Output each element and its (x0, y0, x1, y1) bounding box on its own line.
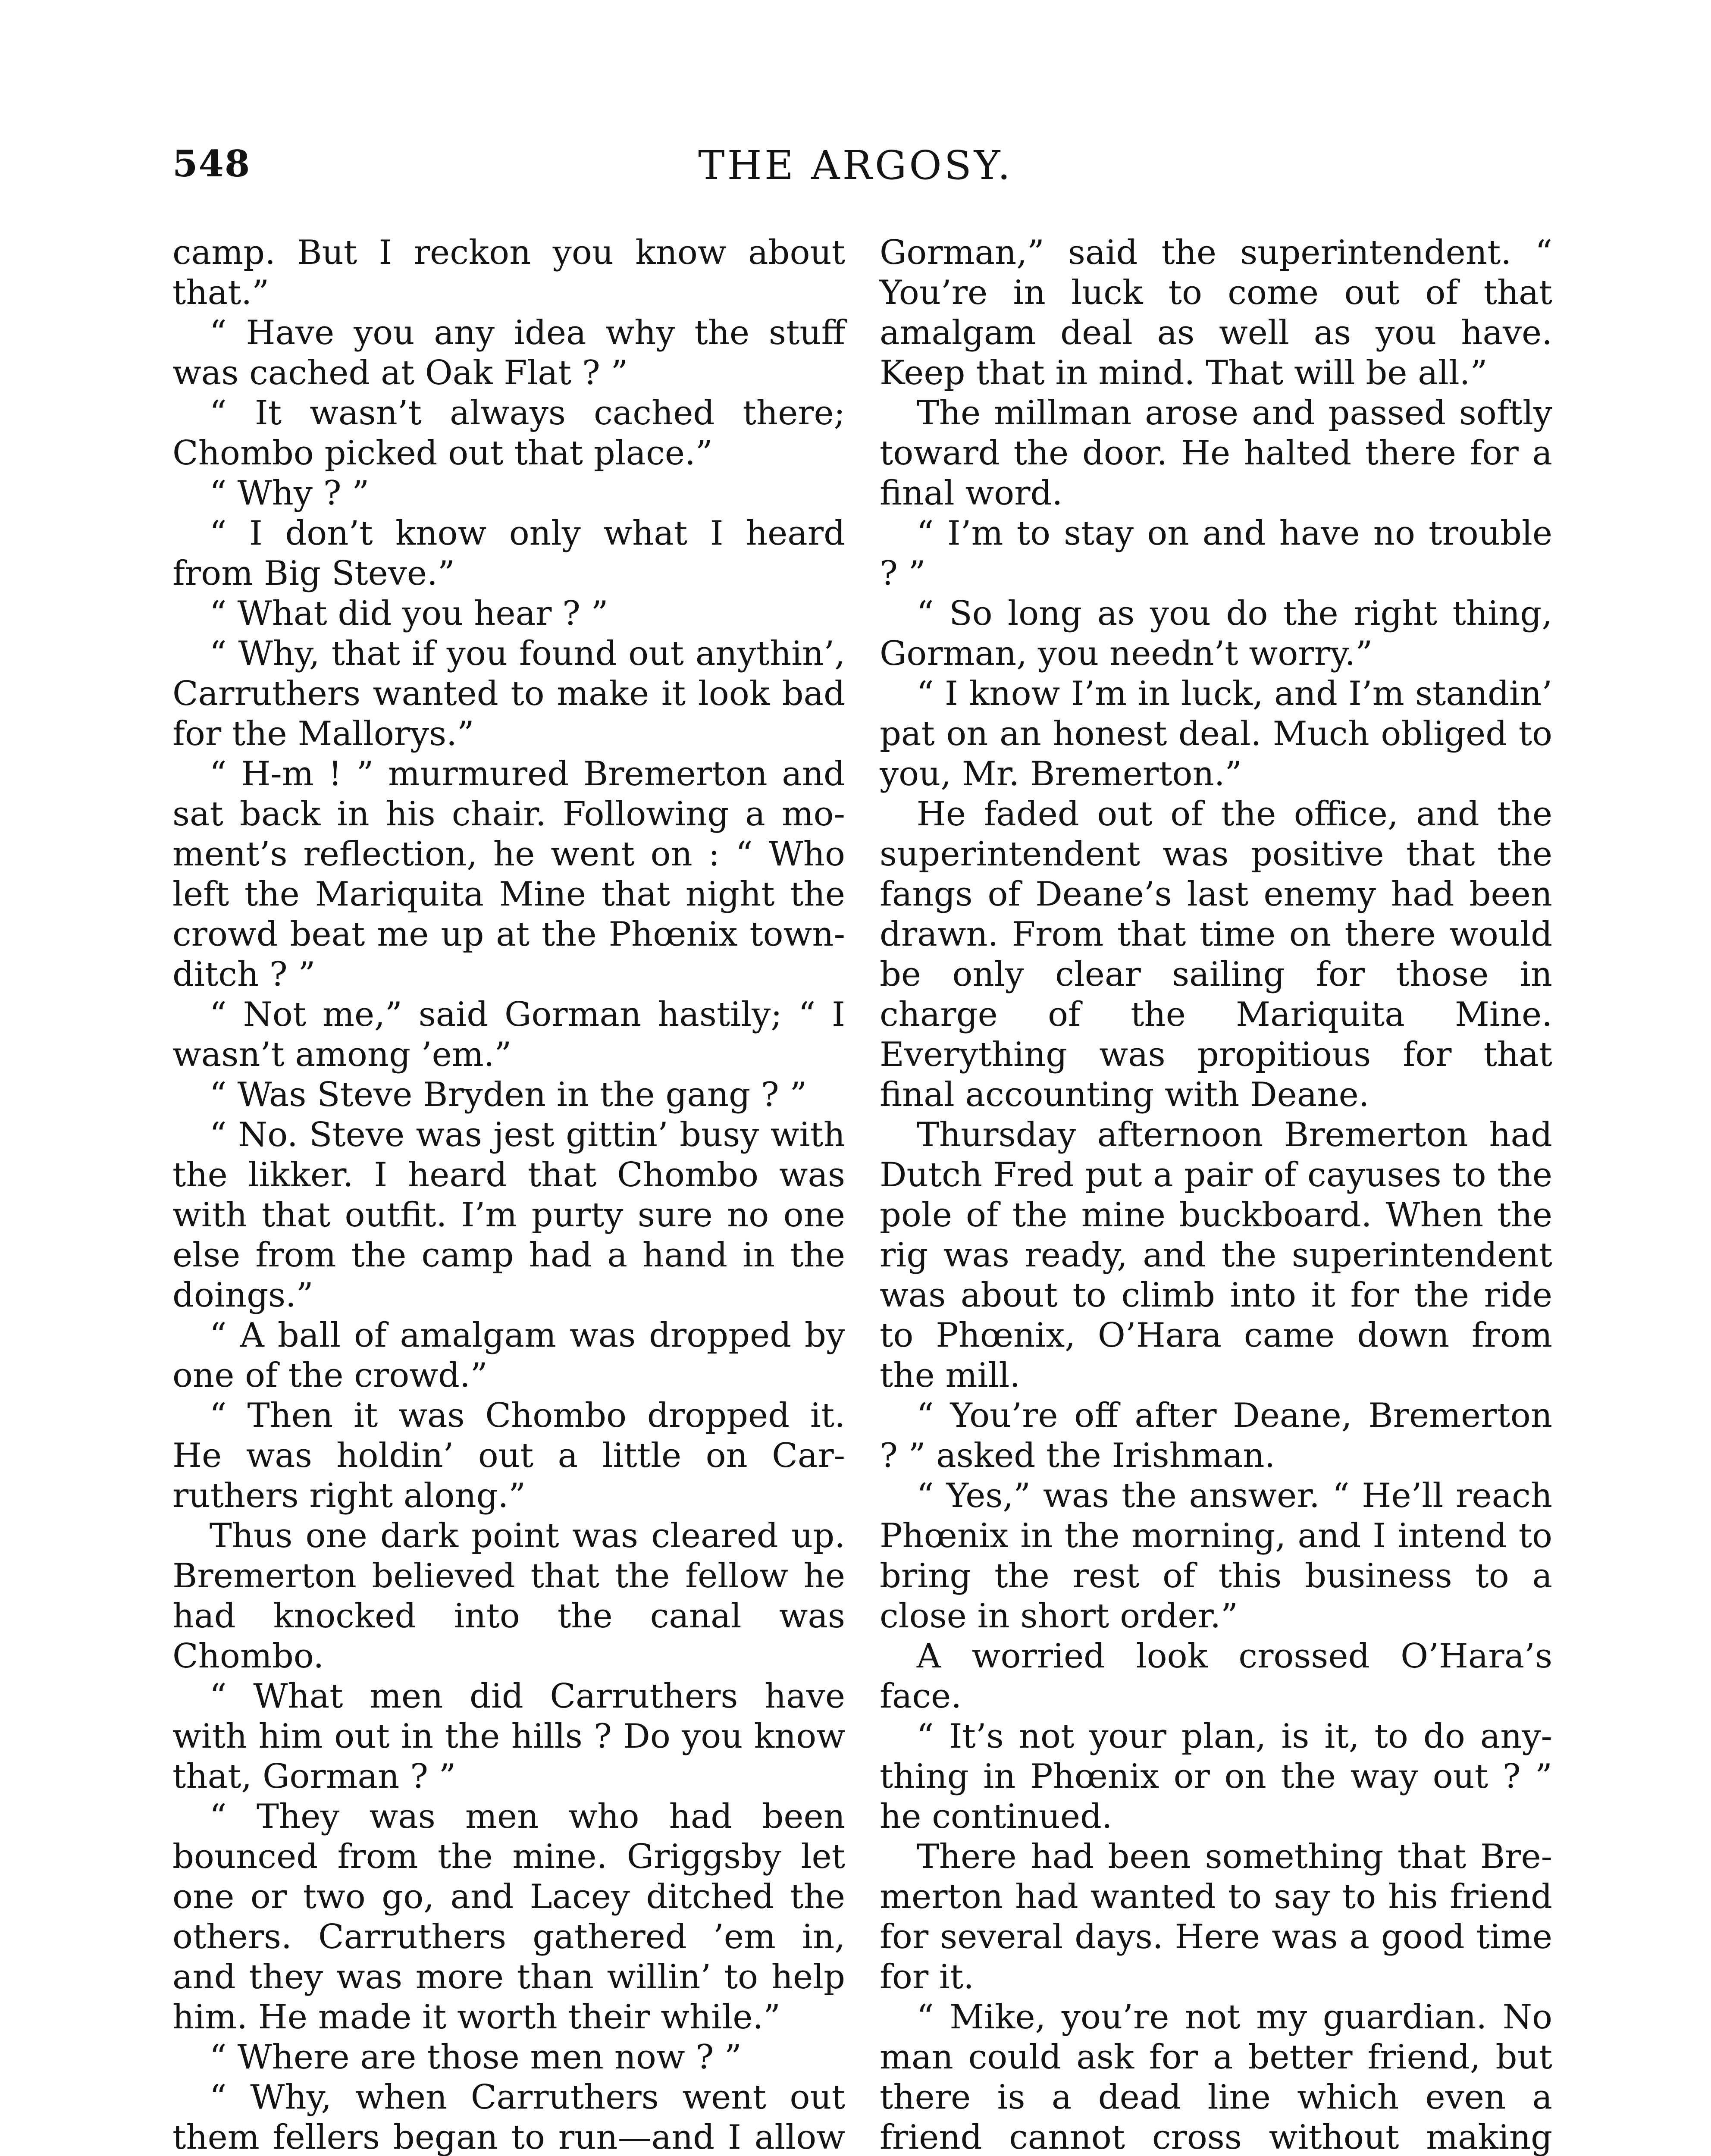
paragraph: Thursday afternoon Bremerton had Dutch Fred put a pair of cayuses to the pole of the mine buckboard. When the rig was ready, and the superintendent was about to climb into it for the ride to Phœnix, O’Hara came down from the mill. (880, 1116, 1552, 1395)
paragraph: “ Why, that if you found out anythin’, Carruthers wanted to make it look bad for the Mallorys.” (172, 634, 845, 753)
paragraph: “ Then it was Chombo dropped it. He was holdin’ out a little on Carruthers right along.” (172, 1396, 845, 1515)
paragraph: “ It’s not your plan, is it, to do anything in Phœnix or on the way out ? ” he continued. (880, 1717, 1552, 1836)
paragraph: “ H-m ! ” murmured Bremerton and sat back in his chair. Following a moment’s reflection, he went on : “ Who left the Mariquita Mine that night the crowd beat me up at the Phœnix town-ditch ? ” (172, 755, 845, 994)
left-column (172, 233, 845, 2156)
paragraph: “ Not me,” said Gorman hastily; “ I wasn’t among ’em.” (172, 995, 845, 1074)
paragraph: “ So long as you do the right thing, Gorman, you needn’t worry.” (880, 594, 1552, 673)
paragraph: “ Where are those men now ? ” (209, 2038, 742, 2077)
paragraph: Gorman,” said the superintendent. “ You’re in luck to come out of that amalgam deal as well as you have. Keep that in mind. That will be all.” (880, 233, 1552, 392)
running-title: THE ARGOSY. (698, 142, 1013, 188)
paragraph: “ I don’t know only what I heard from Big Steve.” (172, 514, 845, 593)
paragraph: “ What men did Carruthers have with him out in the hills ? Do you know that, Gorman ? ” (172, 1677, 845, 1796)
page-header (0, 142, 1711, 198)
paragraph: “ Yes,” was the answer. “ He’ll reach Phœnix in the morning, and I intend to bring the rest of this business to a close in short order.” (880, 1476, 1552, 1636)
paragraph: There had been something that Bremerton had wanted to say to his friend for several days. Here was a good time for it. (880, 1837, 1552, 1996)
paragraph: camp. But I reckon you know about that.” (172, 233, 845, 312)
paragraph: Thus one dark point was cleared up. Bremerton believed that the fellow he had knocked into the canal was Chombo. (172, 1517, 845, 1676)
right-column (880, 233, 1552, 2156)
paragraph: The millman arose and passed softly toward the door. He halted there for a final word. (880, 394, 1552, 513)
paragraph: “ Why ? ” (209, 474, 370, 513)
paragraph: “ Mike, you’re not my guardian. No man could ask for a better friend, but there is a dead line which even a friend cannot cross without making (880, 1998, 1552, 2156)
paragraph: He faded out of the office, and the superintendent was positive that the fangs of Deane’s last enemy had been drawn. From that time on there would be only clear sailing for those in charge of the Mariquita Mine. Everything was propitious for that final accounting with Deane. (880, 795, 1552, 1114)
paragraph: “ What did you hear ? ” (209, 594, 608, 633)
paragraph: “ Have you any idea why the stuff was cached at Oak Flat ? ” (172, 313, 845, 392)
paragraph: “ It wasn’t always cached there; Chombo picked out that place.” (172, 394, 845, 473)
paragraph: “ A ball of amalgam was dropped by one of the crowd.” (172, 1316, 845, 1395)
paragraph: “ Why, when Carruthers went out them fellers began to run—and I allow (172, 2078, 845, 2156)
page-number: 548 (172, 142, 251, 185)
paragraph: “ They was men who had been bounced from the mine. Griggsby let one or two go, and Lacey ditched the others. Carruthers gathered ’em in, and they was more than willin’ to help him. He made it worth their while.” (172, 1797, 845, 2037)
paragraph: “ I know I’m in luck, and I’m standin’ pat on an honest deal. Much obliged to you, Mr. Bremerton.” (880, 674, 1552, 793)
paragraph: “ You’re off after Deane, Bremerton ? ” asked the Irishman. (880, 1396, 1552, 1475)
paragraph: “ Was Steve Bryden in the gang ? ” (209, 1075, 807, 1114)
paragraph: A worried look crossed O’Hara’s face. (880, 1637, 1552, 1716)
paragraph: “ I’m to stay on and have no trouble ? ” (880, 514, 1552, 593)
paragraph: “ No. Steve was jest gittin’ busy with the likker. I heard that Chombo was with that outfit. I’m purty sure no one else from the camp had a hand in the doings.” (172, 1116, 845, 1315)
